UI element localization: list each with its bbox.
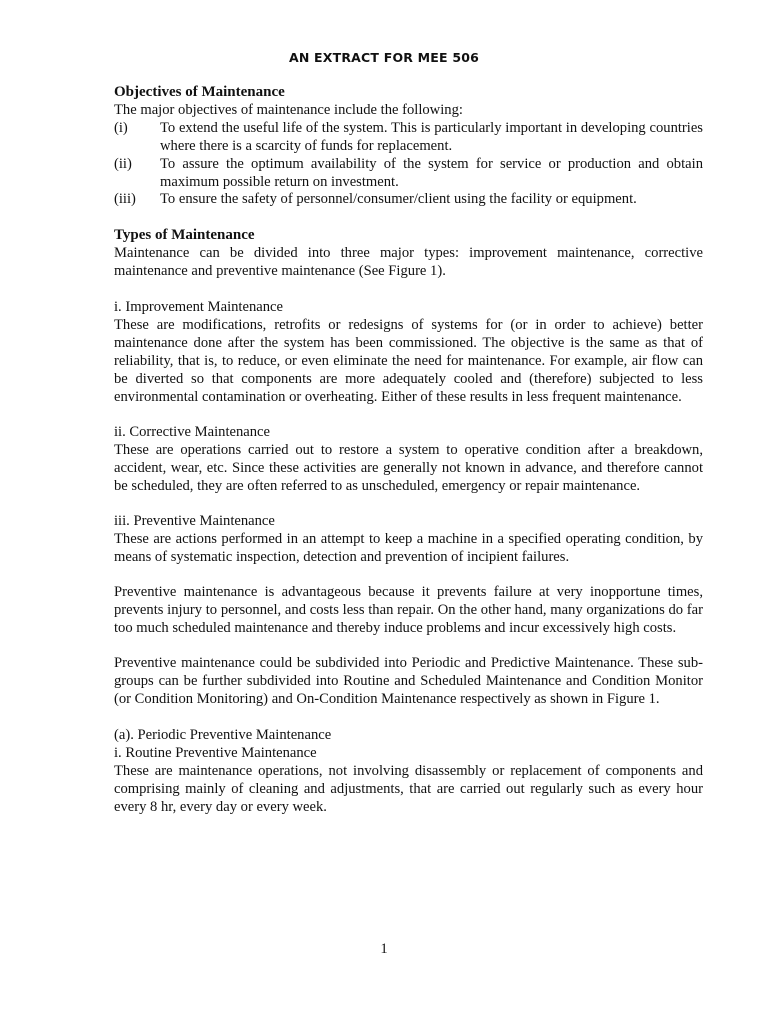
objective-item-text: To ensure the safety of personnel/consumer/client using the facility or equipment. — [160, 191, 637, 208]
preventive-para3: Preventive maintenance could be subdivided into Periodic and Predictive Maintenance. These sub-groups can be further subdivided into Routine and Scheduled Maintenance and Condition Monitor (or Condition Monitoring) and On-Condition Maintenance respectively as shown in Figure 1. — [114, 655, 703, 707]
preventive-text: These are actions performed in an attempt to keep a machine in a specified operating condition, by means of systematic inspection, detection and prevention of incipient failures. — [114, 530, 703, 565]
objective-item-text: To extend the useful life of the system. This is particularly important in developing countries where there is a scarcity of funds for replacement. — [160, 119, 703, 154]
document-title: AN EXTRACT FOR MEE 506 — [288, 50, 480, 65]
corrective-text: These are operations carried out to restore a system to operative condition after a breakdown, accident, wear, etc. Since these activities are generally not known in advance, and therefore cannot be scheduled, they are often referred to as unscheduled, emergency or repair maintenance. — [114, 441, 703, 494]
improvement-section — [114, 299, 703, 406]
routine-subheading: i. Routine Preventive Maintenance — [114, 744, 317, 761]
objective-item — [114, 156, 703, 192]
objective-item-number: (i) — [114, 119, 128, 136]
types-intro: Maintenance can be divided into three major types: improvement maintenance, corrective maintenance and preventive maintenance (See Figure 1). — [114, 244, 703, 279]
objective-item — [114, 120, 703, 156]
types-heading: Types of Maintenance — [114, 227, 255, 243]
objective-item-text: To assure the optimum availability of the system for service or production and obtain maximum possible return on investment. — [160, 155, 703, 190]
objectives-section — [114, 84, 703, 209]
preventive-subdivision-paragraph — [114, 655, 703, 709]
objective-item-number: (ii) — [114, 155, 132, 172]
types-section — [114, 227, 703, 281]
corrective-heading: ii. Corrective Maintenance — [114, 424, 271, 440]
improvement-text: These are modifications, retrofits or redesigns of systems for (or in order to achieve) better maintenance done after the system has been commissioned. The objective is the same as that of reliability, that is, to reduce, or even eliminate the need for maintenance. For example, air flow can be diverted so that components are more adequately cooled and (therefore) subjected to less environmental contamination or overheating. Either of these results in less frequent maintenance. — [114, 316, 703, 405]
improvement-heading: i. Improvement Maintenance — [114, 299, 283, 315]
corrective-section — [114, 424, 703, 496]
routine-text: These are maintenance operations, not involving disassembly or replacement of components and comprising mainly of cleaning and adjustments, that are carried out regularly such as every hour every 8 hr, every day or every week. — [114, 762, 703, 815]
periodic-heading: (a). Periodic Preventive Maintenance — [114, 727, 332, 743]
objectives-heading: Objectives of Maintenance — [114, 84, 285, 100]
preventive-heading: iii. Preventive Maintenance — [114, 513, 275, 529]
periodic-section — [114, 727, 703, 817]
objective-item — [114, 191, 703, 209]
preventive-para2: Preventive maintenance is advantageous because it prevents failure at very inopportune times, prevents injury to personnel, and costs less than repair. On the other hand, many organizations do far too much scheduled maintenance and thereby induce problems and incur excessively high costs. — [114, 584, 703, 636]
preventive-advantages-paragraph — [114, 584, 703, 638]
page-number: 1 — [380, 941, 388, 957]
preventive-section — [114, 513, 703, 567]
objective-item-number: (iii) — [114, 191, 136, 208]
objectives-intro: The major objectives of maintenance include the following: — [114, 101, 463, 118]
